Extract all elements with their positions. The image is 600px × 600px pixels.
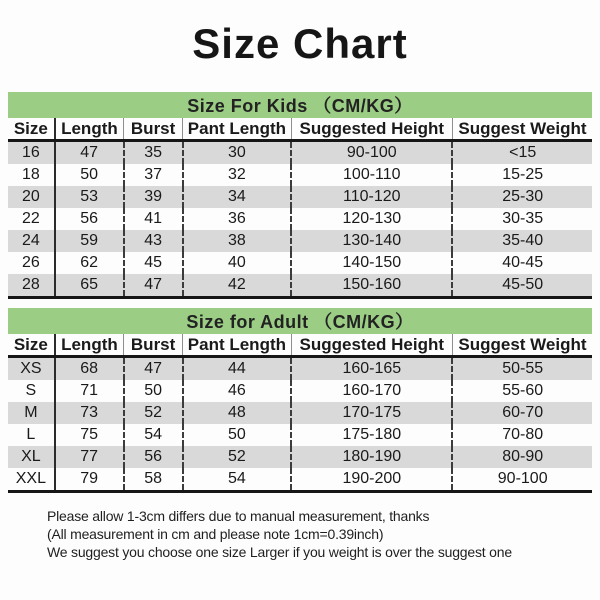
table-cell: 30-35 bbox=[452, 208, 592, 230]
table-row bbox=[8, 468, 592, 492]
table-cell: 28 bbox=[21, 276, 40, 293]
table-row bbox=[8, 252, 592, 274]
table-cell: 50 bbox=[124, 380, 183, 402]
table-cell: 65 bbox=[55, 274, 124, 298]
table-cell: 16 bbox=[21, 144, 40, 161]
table-cell: 160-170 bbox=[291, 380, 452, 402]
table-cell: 71 bbox=[55, 380, 124, 402]
note-line: Please allow 1-3cm differs due to manual measurement, thanks bbox=[47, 508, 430, 524]
table-cell: L bbox=[26, 426, 36, 443]
table-cell: 26 bbox=[21, 254, 40, 271]
adult-table-header-row bbox=[8, 334, 592, 357]
table-row bbox=[8, 141, 592, 165]
table-cell: 43 bbox=[124, 230, 183, 252]
table-cell: 170-175 bbox=[291, 402, 452, 424]
table-cell: 54 bbox=[124, 424, 183, 446]
table-cell: XS bbox=[20, 360, 42, 377]
table-row bbox=[8, 357, 592, 381]
table-cell: XL bbox=[21, 448, 41, 465]
table-cell: 32 bbox=[183, 164, 292, 186]
table-cell: 15-25 bbox=[452, 164, 592, 186]
table-cell: XXL bbox=[15, 470, 46, 487]
table-cell: 79 bbox=[55, 468, 124, 492]
table-row bbox=[8, 230, 592, 252]
table-cell: 20 bbox=[21, 188, 40, 205]
table-cell: 56 bbox=[124, 446, 183, 468]
table-cell: 140-150 bbox=[291, 252, 452, 274]
column-header: Suggest Weight bbox=[452, 118, 592, 141]
column-header: Pant Length bbox=[183, 334, 292, 357]
table-cell: 150-160 bbox=[291, 274, 452, 298]
table-cell: 37 bbox=[124, 164, 183, 186]
table-cell: 110-120 bbox=[291, 186, 452, 208]
column-header: Suggested Height bbox=[291, 118, 452, 141]
table-row bbox=[8, 208, 592, 230]
table-cell: 42 bbox=[183, 274, 292, 298]
table-cell: 100-110 bbox=[291, 164, 452, 186]
table-cell: 55-60 bbox=[452, 380, 592, 402]
column-header: Length bbox=[55, 118, 124, 141]
table-cell: 50 bbox=[55, 164, 124, 186]
table-cell: 54 bbox=[183, 468, 292, 492]
table-cell: 36 bbox=[183, 208, 292, 230]
table-cell: 46 bbox=[183, 380, 292, 402]
table-cell: 120-130 bbox=[291, 208, 452, 230]
table-cell: 39 bbox=[124, 186, 183, 208]
table-cell: <15 bbox=[452, 141, 592, 165]
table-cell: 45 bbox=[124, 252, 183, 274]
table-cell: S bbox=[25, 382, 37, 399]
table-cell: 53 bbox=[55, 186, 124, 208]
table-cell: 44 bbox=[183, 357, 292, 381]
table-cell: 62 bbox=[55, 252, 124, 274]
table-cell: 175-180 bbox=[291, 424, 452, 446]
measurement-notes bbox=[47, 507, 600, 561]
table-cell: 90-100 bbox=[291, 141, 452, 165]
note-line: We suggest you choose one size Larger if you weight is over the suggest one bbox=[47, 544, 512, 560]
table-row bbox=[8, 274, 592, 298]
table-cell: 50 bbox=[183, 424, 292, 446]
note-line: (All measurement in cm and please note 1cm=0.39inch) bbox=[47, 526, 384, 542]
table-cell: 75 bbox=[55, 424, 124, 446]
column-header: Suggest Weight bbox=[452, 334, 592, 357]
table-row bbox=[8, 402, 592, 424]
column-header: Size bbox=[8, 334, 55, 357]
table-row bbox=[8, 424, 592, 446]
table-cell: 41 bbox=[124, 208, 183, 230]
table-cell: 45-50 bbox=[452, 274, 592, 298]
column-header: Length bbox=[55, 334, 124, 357]
table-cell: 59 bbox=[55, 230, 124, 252]
kids-section-header bbox=[8, 92, 592, 118]
column-header: Suggested Height bbox=[291, 334, 452, 357]
table-cell: 47 bbox=[55, 141, 124, 165]
table-cell: 73 bbox=[55, 402, 124, 424]
column-header: Burst bbox=[124, 118, 183, 141]
adult-section-header bbox=[8, 308, 592, 334]
table-cell: 77 bbox=[55, 446, 124, 468]
table-cell: 70-80 bbox=[452, 424, 592, 446]
table-cell: 58 bbox=[124, 468, 183, 492]
column-header: Burst bbox=[124, 334, 183, 357]
page-title: Size Chart bbox=[192, 20, 408, 67]
adult-size-table bbox=[8, 334, 592, 493]
table-row bbox=[8, 446, 592, 468]
table-cell: 160-165 bbox=[291, 357, 452, 381]
table-cell: 47 bbox=[124, 274, 183, 298]
table-row bbox=[8, 380, 592, 402]
table-cell: 56 bbox=[55, 208, 124, 230]
table-cell: 40 bbox=[183, 252, 292, 274]
adult-section-title: Size for Adult （CM/KG） bbox=[186, 312, 414, 332]
table-cell: 18 bbox=[21, 166, 40, 183]
kids-size-table bbox=[8, 118, 592, 299]
table-cell: 25-30 bbox=[452, 186, 592, 208]
table-cell: 52 bbox=[183, 446, 292, 468]
table-cell: 22 bbox=[21, 210, 40, 227]
column-header: Size bbox=[8, 118, 55, 141]
table-cell: 35 bbox=[124, 141, 183, 165]
column-header: Pant Length bbox=[183, 118, 292, 141]
table-cell: 38 bbox=[183, 230, 292, 252]
table-cell: 130-140 bbox=[291, 230, 452, 252]
table-cell: 50-55 bbox=[452, 357, 592, 381]
table-cell: 40-45 bbox=[452, 252, 592, 274]
kids-section-title: Size For Kids （CM/KG） bbox=[187, 96, 413, 116]
table-cell: 30 bbox=[183, 141, 292, 165]
table-cell: 35-40 bbox=[452, 230, 592, 252]
table-cell: 52 bbox=[124, 402, 183, 424]
table-row bbox=[8, 164, 592, 186]
table-cell: 47 bbox=[124, 357, 183, 381]
table-cell: 90-100 bbox=[452, 468, 592, 492]
table-cell: M bbox=[24, 404, 38, 421]
table-cell: 180-190 bbox=[291, 446, 452, 468]
table-cell: 34 bbox=[183, 186, 292, 208]
kids-table-header-row bbox=[8, 118, 592, 141]
table-cell: 80-90 bbox=[452, 446, 592, 468]
table-row bbox=[8, 186, 592, 208]
table-cell: 24 bbox=[21, 232, 40, 249]
table-cell: 68 bbox=[55, 357, 124, 381]
table-cell: 60-70 bbox=[452, 402, 592, 424]
table-cell: 48 bbox=[183, 402, 292, 424]
table-cell: 190-200 bbox=[291, 468, 452, 492]
